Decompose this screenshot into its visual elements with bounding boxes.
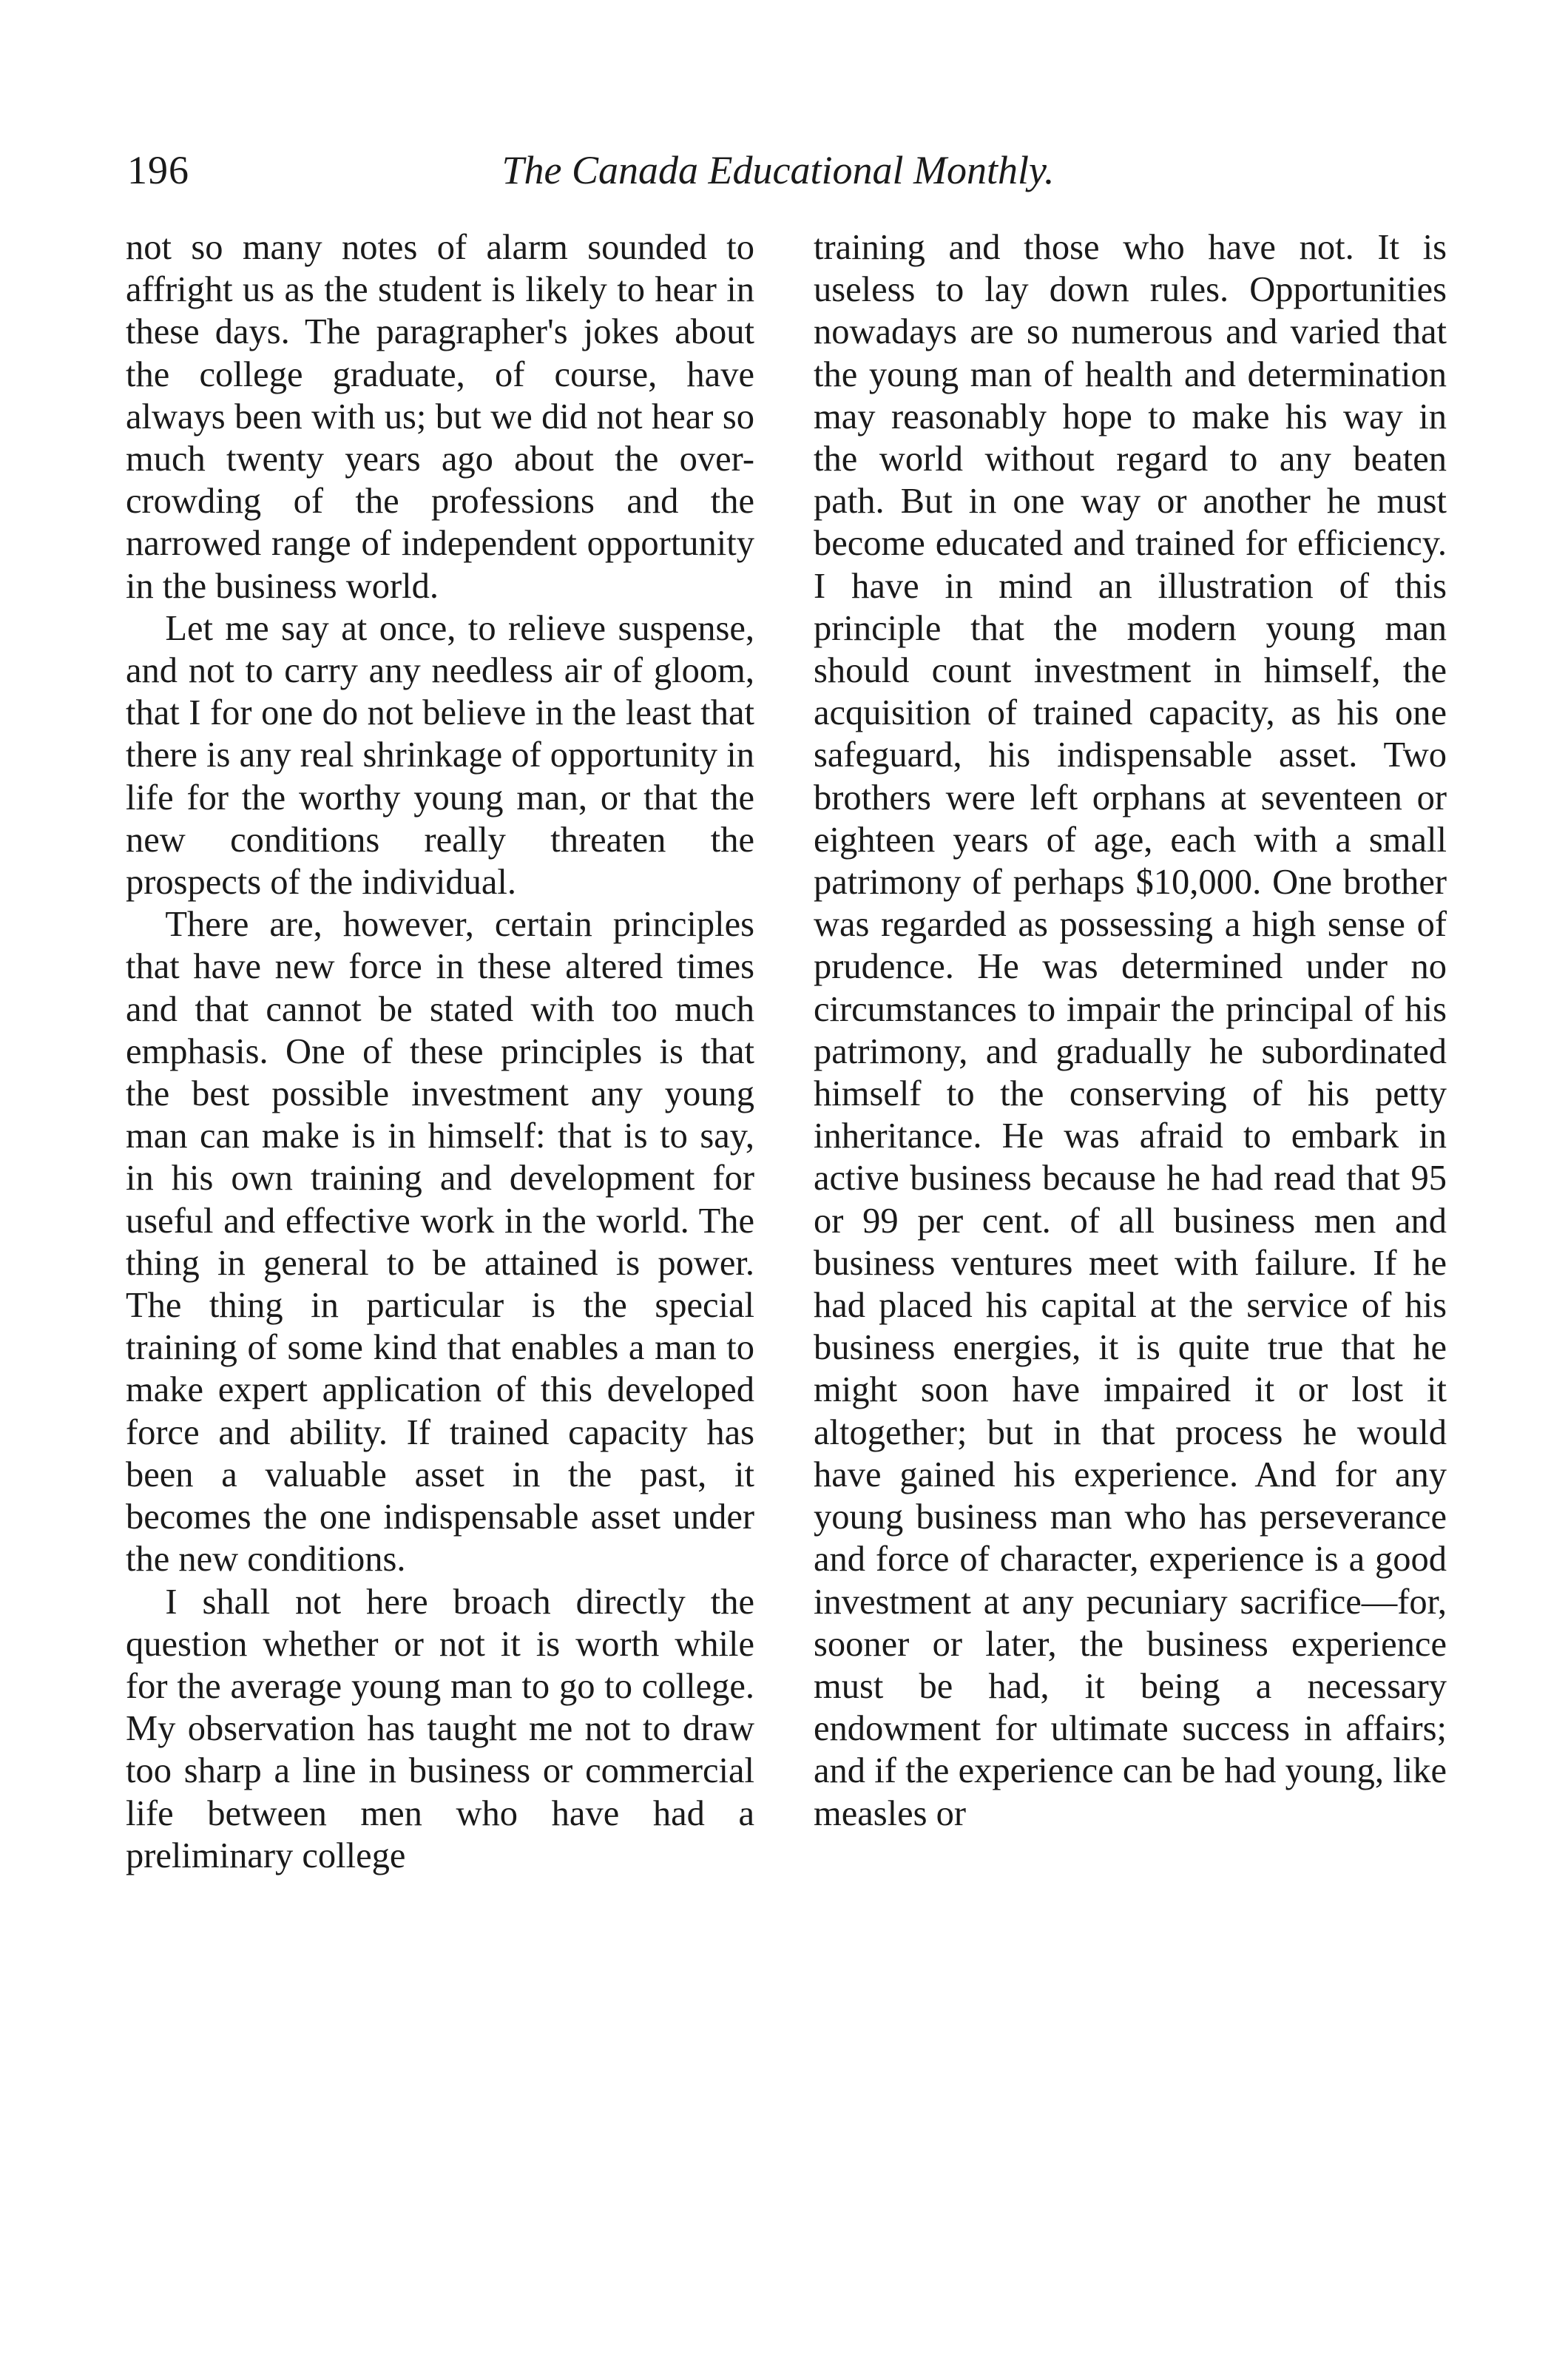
- right-column: [814, 226, 1447, 1835]
- page-header: [127, 141, 1429, 200]
- paragraph: There are, however, certain principles that have new force in these altered times and that cannot be stated with too much emphasis. One of these principles is that the best possible investment any young man can make is in himself: that is to say, in his own training and development for useful and effective work in the world. The thing in general to be attained is power. The thing in particular is the special training of some kind that enables a man to make expert application of this developed force and ability. If trained capacity has been a valuable asset in the past, it becomes the one indispensable asset under the new conditions.: [126, 905, 754, 1580]
- paragraph: Let me say at once, to relieve suspense, and not to carry any needless air of gloom, that I for one do not believe in the least that there is any real shrinkage of opportunity in life for the worthy young man, or that the new conditions really threaten the prospects of the individual.: [126, 608, 754, 903]
- page-number: 196: [127, 148, 189, 192]
- paragraph: I shall not here broach directly the question whether or not it is worth while for the average young man to go to college. My observation has taught me not to draw too sharp a line in business or commercial life between men who have had a preliminary college: [126, 1582, 754, 1875]
- paragraph: not so many notes of alarm sounded to affright us as the student is likely to hear in these days. The paragrapher's jokes about the college graduate, of course, have always been with us; but we did not hear so much twenty years ago about the over-crowding of the professions and the narrowed range of independent opportunity in the business world.: [126, 228, 754, 606]
- running-title: The Canada Educational Monthly.: [501, 148, 1055, 192]
- paragraph: training and those who have not. It is useless to lay down rules. Opportunities nowadays are so numerous and varied that the young man of health and determination may reasonably hope to make his way in the world without regard to any beaten path. But in one way or another he must become educated and trained for efficiency. I have in mind an illustration of this principle that the modern young man should count investment in himself, the acquisition of trained capacity, as his one safeguard, his indispensable asset. Two brothers were left orphans at seventeen or eighteen years of age, each with a small patrimony of perhaps $10,000. One brother was regarded as possessing a high sense of prudence. He was determined under no circumstances to impair the principal of his patrimony, and gradually he subordinated himself to the conserving of his petty inheritance. He was afraid to embark in active business because he had read that 95 or 99 per cent. of all business men and business ventures meet with failure. If he had placed his capital at the service of his business energies, it is quite true that he might soon have impaired it or lost it altogether; but in that process he would have gained his experience. And for any young business man who has perseverance and force of character, experience is a good investment at any pecuniary sacrifice—for, sooner or later, the business experience must be had, it being a necessary endowment for ultimate success in affairs; and if the experience can be had young, like measles or: [814, 228, 1447, 1833]
- left-column: [126, 226, 754, 1877]
